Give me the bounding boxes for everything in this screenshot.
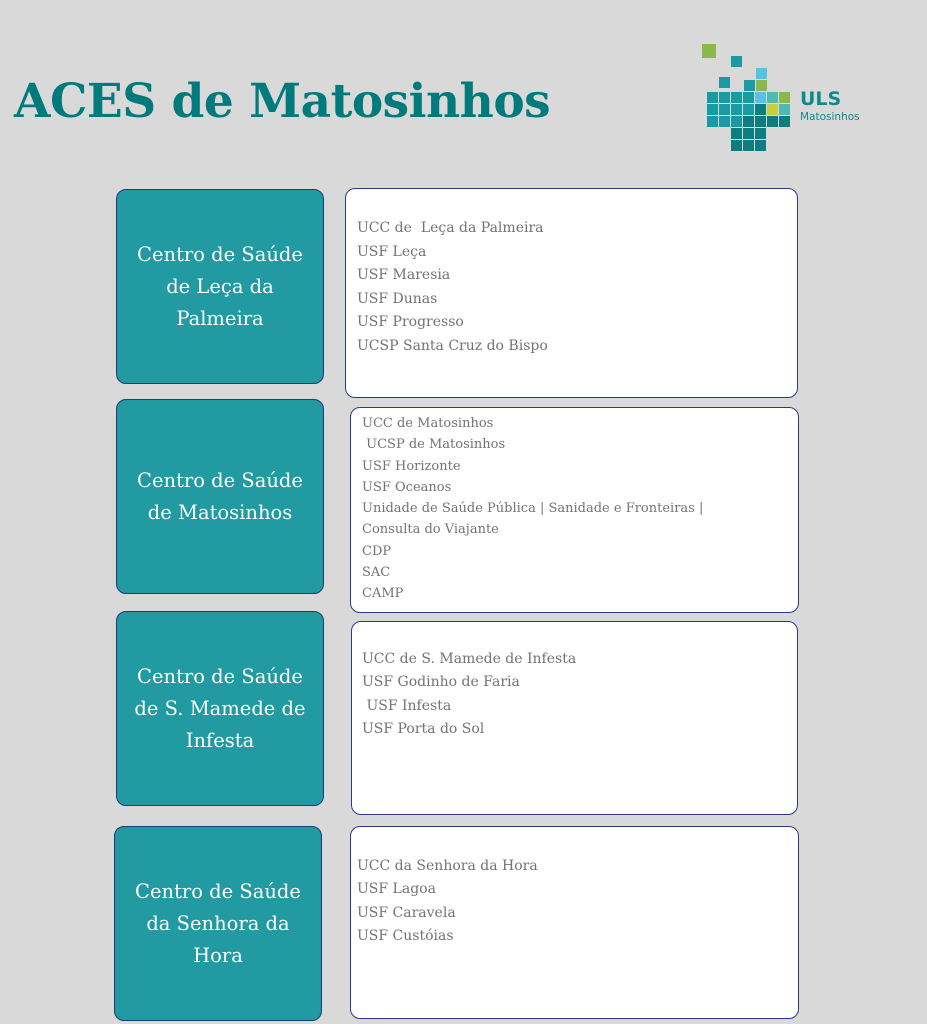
center-name-line: Centro de Saúde bbox=[137, 664, 303, 688]
center-matosinhos bbox=[116, 399, 324, 594]
unit-item: USF Maresia bbox=[357, 267, 451, 283]
unit-item: Unidade de Saúde Pública | Sanidade e Fronteiras | bbox=[362, 501, 704, 517]
units-list bbox=[357, 217, 548, 358]
unit-item: USF Caravela bbox=[357, 904, 456, 921]
units-list bbox=[357, 855, 538, 948]
center-name-line: Centro de Saúde bbox=[135, 879, 301, 903]
center-name-line: de Matosinhos bbox=[147, 500, 293, 524]
center-name-line: Palmeira bbox=[176, 306, 264, 330]
unit-item: UCSP de Matosinhos bbox=[362, 437, 506, 453]
unit-item: UCSP Santa Cruz do Bispo bbox=[357, 337, 548, 354]
unit-item: USF Horizonte bbox=[362, 458, 461, 474]
unit-item: USF Infesta bbox=[362, 697, 452, 714]
units-box-s-mamede-de-infesta bbox=[351, 621, 798, 815]
center-s-mamede-de-infesta bbox=[116, 611, 324, 806]
center-name-line: Infesta bbox=[185, 728, 255, 752]
center-name-line: de Leça da bbox=[166, 274, 274, 298]
logo-name: ULS bbox=[800, 88, 842, 110]
center-name-line: Centro de Saúde bbox=[137, 242, 303, 266]
center-leca-da-palmeira bbox=[116, 189, 324, 384]
unit-item: CAMP bbox=[362, 586, 404, 602]
page-title: ACES de Matosinhos bbox=[14, 74, 551, 129]
units-list bbox=[362, 413, 703, 605]
unit-item: UCC de S. Mamede de Infesta bbox=[362, 651, 577, 667]
unit-item: SAC bbox=[362, 565, 391, 581]
unit-item: USF Progresso bbox=[357, 314, 464, 330]
units-box-matosinhos bbox=[350, 407, 799, 613]
center-name-line: Centro de Saúde bbox=[137, 468, 303, 492]
unit-item: USF Oceanos bbox=[362, 479, 452, 495]
center-name-line: da Senhora da bbox=[146, 911, 290, 935]
units-list bbox=[362, 648, 576, 741]
unit-item: USF Leça bbox=[357, 243, 427, 260]
uls-logo-icon bbox=[700, 44, 880, 154]
unit-item: USF Dunas bbox=[357, 290, 438, 307]
logo-subtitle: Matosinhos bbox=[800, 111, 860, 123]
unit-item: UCC de Leça da Palmeira bbox=[357, 220, 544, 236]
unit-item: USF Porta do Sol bbox=[362, 720, 485, 737]
unit-item: CDP bbox=[362, 543, 392, 559]
units-box-leca-da-palmeira bbox=[345, 188, 798, 398]
center-senhora-da-hora bbox=[114, 826, 322, 1021]
unit-item: USF Lagoa bbox=[357, 881, 436, 898]
unit-item: UCC da Senhora da Hora bbox=[357, 858, 538, 874]
unit-item: UCC de Matosinhos bbox=[362, 416, 494, 431]
unit-item: Consulta do Viajante bbox=[362, 522, 499, 538]
unit-item: USF Custóias bbox=[357, 927, 454, 944]
unit-item: USF Godinho de Faria bbox=[362, 674, 520, 691]
center-name-line: Hora bbox=[193, 943, 243, 967]
units-box-senhora-da-hora bbox=[350, 826, 799, 1019]
center-name-line: de S. Mamede de bbox=[134, 696, 306, 720]
